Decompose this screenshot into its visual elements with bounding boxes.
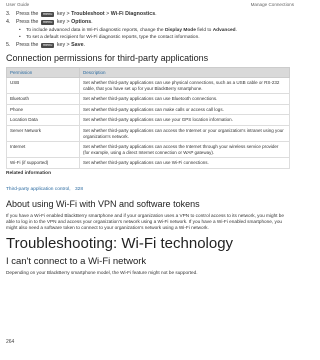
punct: . bbox=[91, 19, 93, 25]
section-heading: I can't connect to a Wi-Fi network bbox=[6, 255, 147, 267]
field-value: Advanced bbox=[212, 28, 236, 33]
header-doc-title: User Guide bbox=[6, 2, 30, 7]
step-number: 4. bbox=[6, 19, 11, 25]
section-heading: Connection permissions for third-party applications bbox=[6, 53, 209, 63]
path-separator: > bbox=[106, 11, 110, 17]
header-section-title: Manage Connections bbox=[250, 2, 294, 7]
permission-cell: Bluetooth bbox=[7, 94, 80, 105]
table-row bbox=[7, 104, 290, 115]
table-row bbox=[7, 158, 290, 169]
column-header: Description bbox=[80, 68, 290, 78]
bullet-text: To set a default recipient for Wi-Fi diagnostic reports, type the contact information. bbox=[26, 34, 200, 40]
step-4 bbox=[6, 19, 290, 26]
permissions-table bbox=[6, 67, 290, 169]
description-cell: Set whether third-party applications can make calls or access call logs. bbox=[80, 104, 290, 115]
section-heading: About using Wi-Fi with VPN and software tokens bbox=[6, 198, 200, 209]
permission-cell: Server Network bbox=[7, 125, 80, 141]
menu-key-icon: menu bbox=[42, 19, 53, 24]
description-cell: Set whether third-party applications can use physical connections, such as a USB cable or RS-232 cable, that you have set up for your BlackBerry smartphone. bbox=[80, 78, 290, 94]
step-number: 3. bbox=[6, 11, 11, 17]
section-paragraph: If you have a Wi-Fi enabled BlackBerry smartphone and if your organization uses a VPN to control access to its network, you might be able to log in to the VPN and access your organization's network using a Wi-Fi network. If you have a Wi-Fi enabled smartphone, you might also need a software token to connect to your organization's network using a Wi-Fi network. bbox=[6, 212, 284, 230]
related-link-page[interactable]: 328 bbox=[74, 186, 83, 192]
table-row bbox=[7, 78, 290, 94]
table-header-row bbox=[7, 68, 290, 78]
step-3 bbox=[6, 11, 290, 18]
page-number: 264 bbox=[6, 339, 15, 345]
step-5 bbox=[6, 42, 290, 49]
permission-cell: Internet bbox=[7, 142, 80, 158]
table-row bbox=[7, 115, 290, 126]
description-cell: Set whether third-party applications can use Wi-Fi connections. bbox=[80, 158, 290, 169]
step-text: Press the bbox=[16, 42, 39, 48]
related-link[interactable]: Third-party application control, bbox=[6, 186, 71, 192]
step-text: key > bbox=[56, 19, 70, 25]
punct: . bbox=[235, 28, 237, 33]
step-text: key > bbox=[56, 42, 70, 48]
punct: . bbox=[83, 42, 85, 48]
menu-key-icon: menu bbox=[42, 42, 53, 47]
menu-key-icon: menu bbox=[42, 11, 53, 16]
step-text: Press the bbox=[16, 19, 39, 25]
menu-path-options: Options bbox=[71, 19, 92, 25]
page-content bbox=[6, 10, 290, 276]
bullet-item bbox=[6, 35, 290, 42]
description-cell: Set whether third-party applications can use your GPS location information. bbox=[80, 115, 290, 126]
menu-path-troubleshoot: Troubleshoot bbox=[71, 11, 105, 17]
description-cell: Set whether third-party applications can use Bluetooth connections. bbox=[80, 94, 290, 105]
table-row bbox=[7, 94, 290, 105]
permission-cell: Phone bbox=[7, 104, 80, 115]
field-name: Display Mode bbox=[164, 28, 196, 33]
bullet-text: To include advanced data in Wi-Fi diagnostic reports, change the bbox=[26, 28, 164, 33]
related-link-row bbox=[6, 177, 290, 195]
bullet-text: field to bbox=[197, 28, 212, 33]
table-row bbox=[7, 125, 290, 141]
permission-cell: Wi-Fi (if supported) bbox=[7, 158, 80, 169]
description-cell: Set whether third-party applications can access the Internet or your organization's intranet using your organization's network. bbox=[80, 125, 290, 141]
chapter-title: Troubleshooting: Wi-Fi technology bbox=[6, 234, 234, 252]
menu-path-wifi-diagnostics: Wi-Fi Diagnostics bbox=[110, 11, 156, 17]
related-info-title: Related information bbox=[6, 170, 52, 176]
page-header bbox=[6, 2, 294, 7]
description-cell: Set whether third-party applications can access the Internet through your wireless service provider (for example, using a direct Internet connection or WAP gateway). bbox=[80, 142, 290, 158]
permission-cell: Location Data bbox=[7, 115, 80, 126]
step-number: 5. bbox=[6, 42, 11, 48]
table-row bbox=[7, 142, 290, 158]
step-text: Press the bbox=[16, 11, 39, 17]
bullet-icon: • bbox=[19, 34, 21, 40]
permission-cell: USB bbox=[7, 78, 80, 94]
menu-path-save: Save bbox=[71, 42, 84, 48]
punct: . bbox=[155, 11, 157, 17]
step-text: key > bbox=[56, 11, 70, 17]
column-header: Permission bbox=[7, 68, 80, 78]
bullet-icon: • bbox=[19, 28, 21, 33]
section-paragraph: Depending on your BlackBerry smartphone model, the Wi-Fi feature might not be supported. bbox=[6, 269, 198, 275]
